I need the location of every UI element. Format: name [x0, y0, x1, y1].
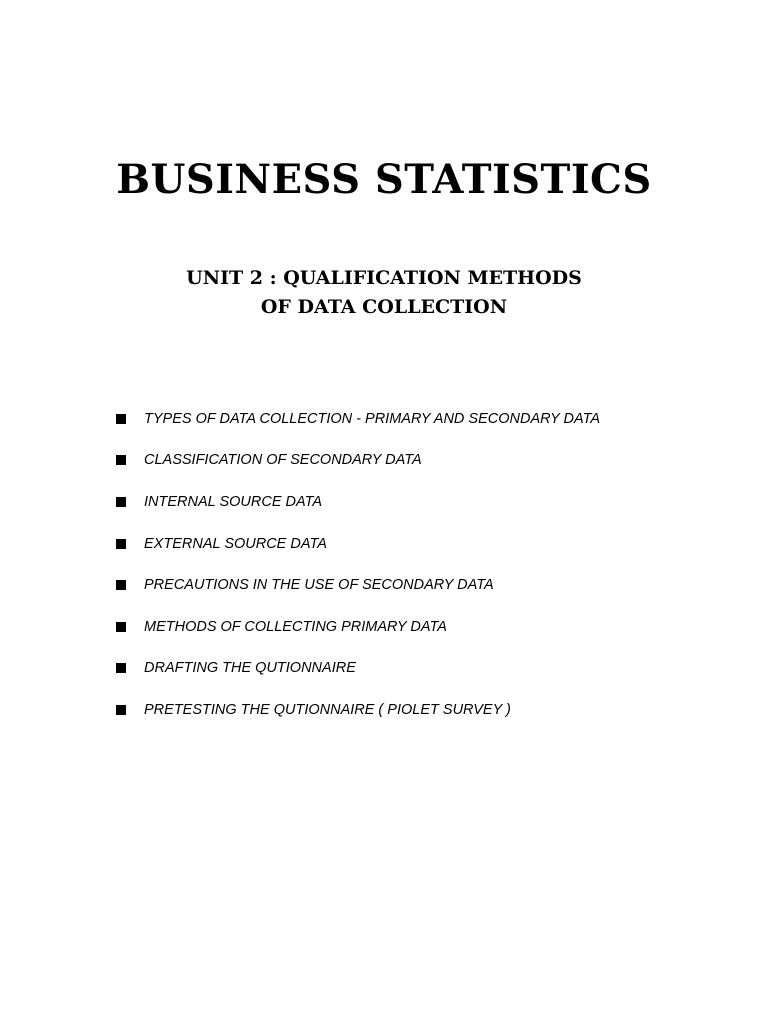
topic-text: CLASSIFICATION OF SECONDARY DATA	[144, 452, 422, 469]
square-bullet-icon	[116, 455, 126, 465]
topic-text: PRECAUTIONS IN THE USE OF SECONDARY DATA	[144, 577, 494, 594]
list-item	[116, 523, 736, 565]
list-item	[116, 440, 736, 482]
list-item	[116, 481, 736, 523]
square-bullet-icon	[116, 663, 126, 673]
list-item	[116, 564, 736, 606]
topic-list	[116, 398, 736, 731]
unit-subtitle-line-1: UNIT 2 : QUALIFICATION METHODS	[186, 267, 582, 289]
square-bullet-icon	[116, 580, 126, 590]
topic-text: TYPES OF DATA COLLECTION - PRIMARY AND SECONDARY DATA	[144, 410, 601, 427]
list-item	[116, 648, 736, 690]
list-item	[116, 606, 736, 648]
list-item	[116, 398, 736, 440]
square-bullet-icon	[116, 705, 126, 715]
unit-subtitle-line-2: OF DATA COLLECTION	[260, 296, 508, 318]
topic-text: EXTERNAL SOURCE DATA	[144, 535, 327, 552]
topic-text: METHODS OF COLLECTING PRIMARY DATA	[144, 618, 447, 635]
square-bullet-icon	[116, 497, 126, 507]
square-bullet-icon	[116, 414, 126, 424]
list-item	[116, 689, 736, 731]
square-bullet-icon	[116, 539, 126, 549]
topic-text: PRETESTING THE QUTIONNAIRE ( PIOLET SURVEY )	[144, 701, 511, 718]
topic-text: DRAFTING THE QUTIONNAIRE	[144, 660, 356, 677]
square-bullet-icon	[116, 622, 126, 632]
topic-text: INTERNAL SOURCE DATA	[144, 493, 323, 510]
document-title: BUSINESS STATISTICS	[116, 156, 652, 203]
